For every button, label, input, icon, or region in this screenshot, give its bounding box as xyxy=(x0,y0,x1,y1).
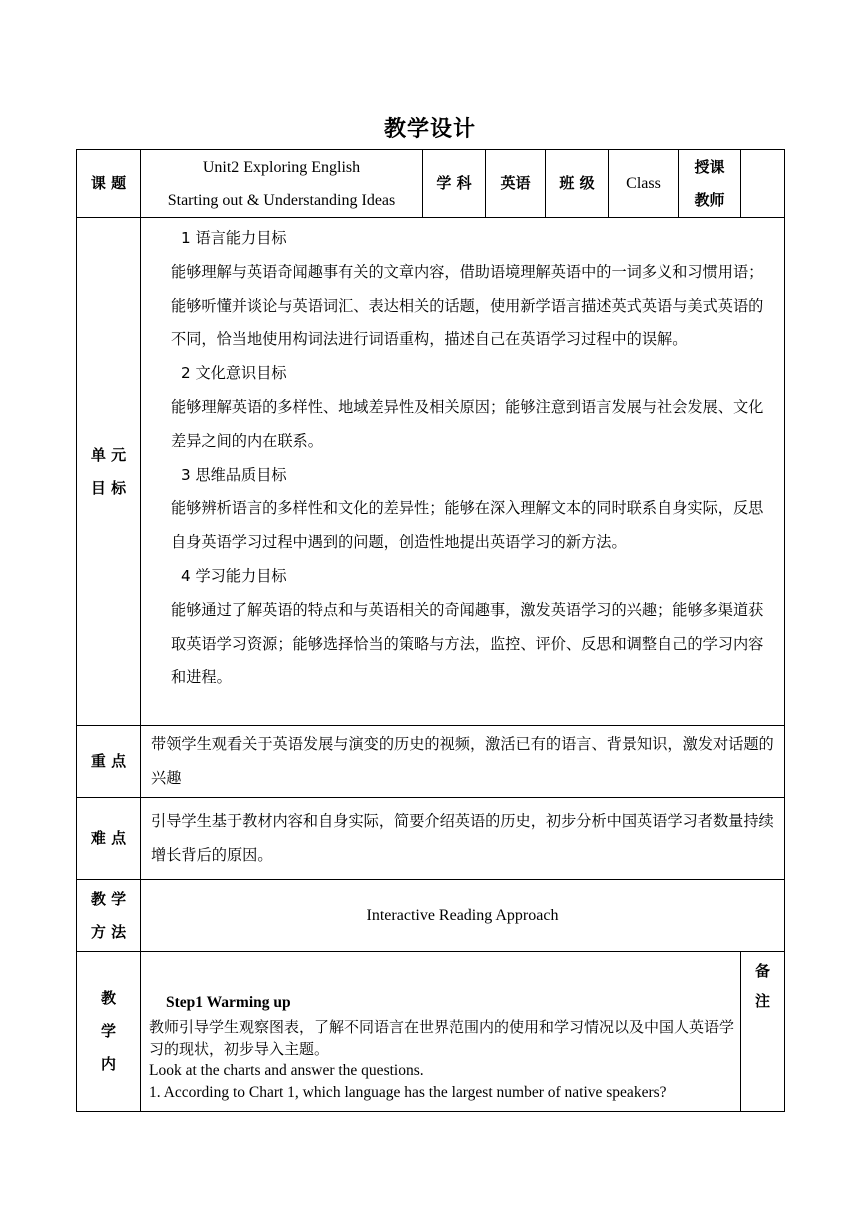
teaching-content-label-line-3: 内 xyxy=(100,1055,116,1073)
notes-label xyxy=(741,952,785,1112)
teaching-content-label xyxy=(77,952,141,1112)
goal-text-3: 能够辨析语言的多样性和文化的差异性；能够在深入理解文本的同时联系自身实际，反思自身英语学习过程中遇到的问题，创造性地提出英语学习的新方法。 xyxy=(171,499,764,552)
goal-text-4: 能够通过了解英语的特点和与英语相关的奇闻趣事，激发英语学习的兴趣；能够多渠道获取英语学习资源；能够选择恰当的策略与方法，监控、评价、反思和调整自己的学习内容和进程。 xyxy=(171,600,764,687)
header-row xyxy=(77,150,785,218)
notes-label-line-2: 注 xyxy=(754,992,770,1010)
topic-line-1: Unit2 Exploring English xyxy=(202,158,361,176)
step-title: Step1 Warming up xyxy=(166,994,291,1011)
teaching-method-value: Interactive Reading Approach xyxy=(141,880,785,952)
subject-label: 学 科 xyxy=(423,150,486,218)
goal-heading-3: 3 思维品质目标 xyxy=(181,465,287,484)
class-value: Class xyxy=(609,150,679,218)
document-title: 教学设计 xyxy=(383,117,476,142)
teaching-method-label-line-2: 方 法 xyxy=(90,922,127,941)
topic-value xyxy=(141,150,423,218)
step-intro: 教师引导学生观察图表，了解不同语言在世界范围内的使用和学习情况以及中国人英语学习的现状，初步导入主题。 xyxy=(149,1018,735,1058)
unit-goals-label-line-2: 目 标 xyxy=(90,478,127,497)
goal-heading-2: 2 文化意识目标 xyxy=(181,364,287,383)
key-points-text: 带领学生观看关于英语发展与演变的历史的视频，激活已有的语言、背景知识，激发对话题的兴趣 xyxy=(141,726,785,798)
teaching-content-label-line-2: 学 xyxy=(100,1022,116,1040)
question-1: 1. According to Chart 1, which language has the largest number of native speakers? xyxy=(149,1084,667,1101)
teaching-content-row xyxy=(77,952,785,1112)
class-label: 班 级 xyxy=(546,150,609,218)
teaching-method-label-line-1: 教 学 xyxy=(90,889,127,908)
step-instruction: Look at the charts and answer the questions. xyxy=(149,1062,424,1079)
unit-goals-content xyxy=(141,218,785,726)
goal-text-2: 能够理解英语的多样性、地域差异性及相关原因；能够注意到语言发展与社会发展、文化差异之间的内在联系。 xyxy=(171,397,764,450)
subject-value: 英语 xyxy=(486,150,546,218)
goal-heading-4: 4 学习能力目标 xyxy=(181,566,287,585)
difficult-points-row xyxy=(77,798,785,880)
lesson-plan-table xyxy=(76,149,785,1112)
key-points-row xyxy=(77,726,785,798)
unit-goals-label xyxy=(77,218,141,726)
key-points-label: 重 点 xyxy=(77,726,141,798)
topic-label: 课 题 xyxy=(77,150,141,218)
goal-heading-1: 1 语言能力目标 xyxy=(181,229,287,247)
unit-goals-row xyxy=(77,218,785,726)
topic-line-2: Starting out & Understanding Ideas xyxy=(167,191,396,209)
difficult-points-text: 引导学生基于教材内容和自身实际，简要介绍英语的历史，初步分析中国英语学习者数量持续增长背后的原因。 xyxy=(141,798,785,880)
teaching-content-label-line-1: 教 xyxy=(100,989,116,1007)
teacher-value xyxy=(741,150,785,218)
teacher-label-line-1: 授课 xyxy=(694,157,725,176)
unit-goals-label-line-1: 单 元 xyxy=(90,445,127,464)
teacher-label xyxy=(679,150,741,218)
teaching-content-body xyxy=(141,952,741,1112)
difficult-points-label: 难 点 xyxy=(77,798,141,880)
notes-label-line-1: 备 xyxy=(754,962,770,980)
teacher-label-line-2: 教师 xyxy=(694,190,725,209)
teaching-method-label xyxy=(77,880,141,952)
goal-text-1: 能够理解与英语奇闻趣事有关的文章内容，借助语境理解英语中的一词多义和习惯用语；能够听懂并谈论与英语词汇、表达相关的话题，使用新学语言描述英式英语与美式英语的不同，恰当地使用构词法进行词语重构，描述自己在英语学习过程中的误解。 xyxy=(171,262,764,349)
teaching-method-row xyxy=(77,880,785,952)
